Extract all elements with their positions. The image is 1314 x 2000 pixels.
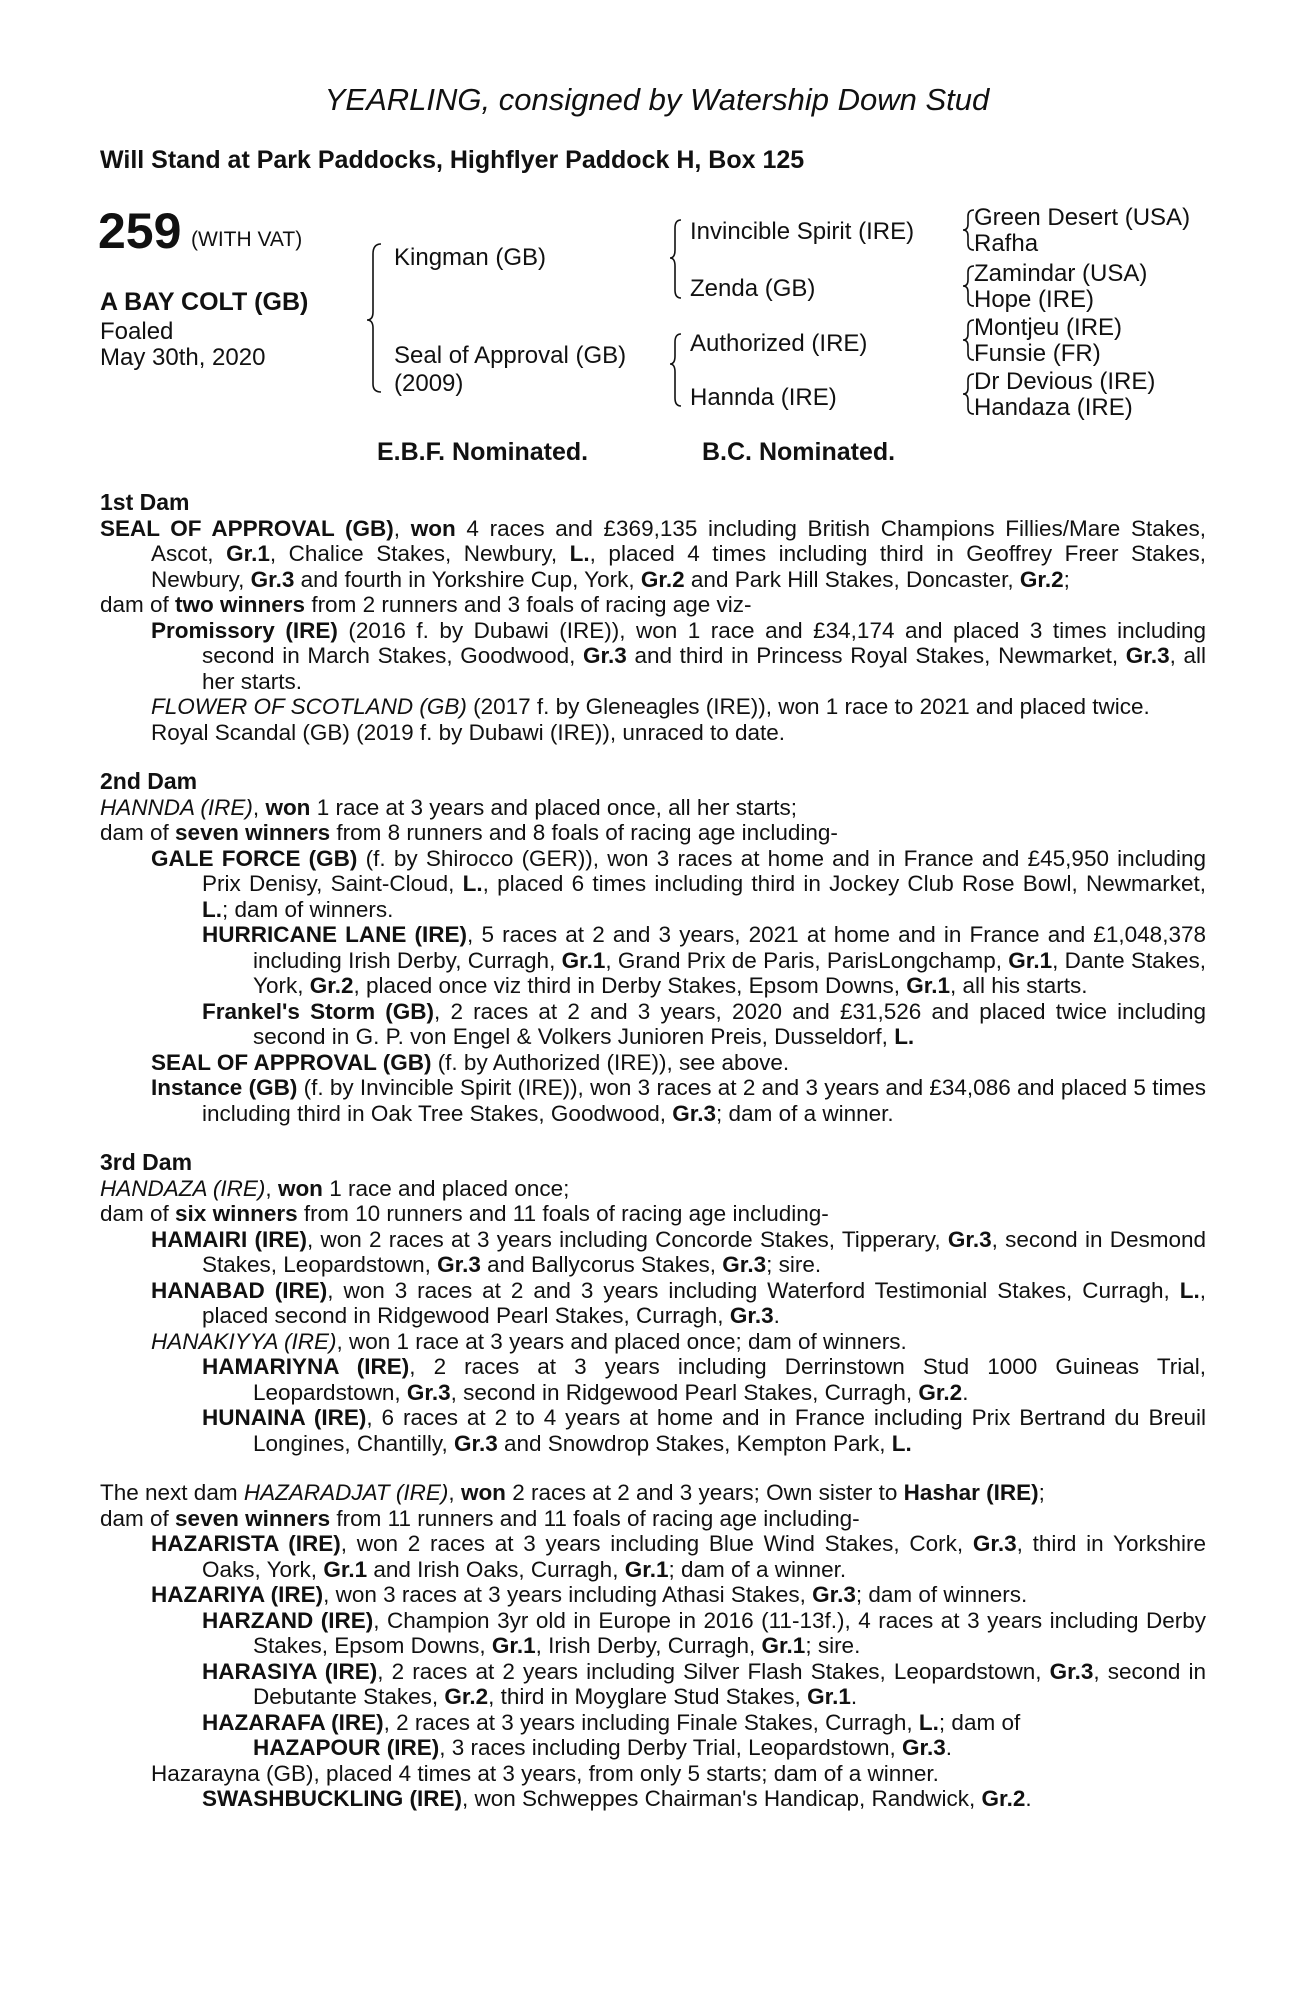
pedigree-dam-dam: Hannda (IRE) <box>690 384 837 411</box>
produce-entry: HAZAPOUR (IRE), 3 races including Derby Trial, Leopardstown, Gr.3. <box>253 1735 953 1760</box>
produce-entry: HANAKIYYA (IRE), won 1 race at 3 years and placed once; dam of winners. <box>151 1328 907 1354</box>
pedigree-g3-5: Montjeu (IRE) <box>974 314 1123 341</box>
consignor-heading: YEARLING, consigned by Watership Down Stud <box>324 82 990 117</box>
next-dam-entry: The next dam HAZARADJAT (IRE), won 2 races at 2 and 3 years; Own sister to Hashar (IRE); <box>100 1480 1045 1505</box>
foaled-date: May 30th, 2020 <box>100 344 266 371</box>
brace-gen2-top <box>670 220 681 298</box>
produce-entry: HAZARISTA (IRE), won 2 races at 3 years including Blue Wind Stakes, Cork, Gr.3, third in Yorkshire Oaks, York, Gr.1 and Irish Oaks, Curragh, Gr.1; dam of a winner. <box>151 1531 1206 1582</box>
pedigree-g3-6: Funsie (FR) <box>974 340 1101 367</box>
produce-entry: HAMARIYNA (IRE), 2 races at 3 years including Derrinstown Stud 1000 Guineas Trial, Leopardstown, Gr.3, second in Ridgewood Pearl Stakes, Curragh, Gr.2. <box>202 1354 1206 1405</box>
pedigree-dam-year: (2009) <box>394 370 464 397</box>
produce-entry: HARASIYA (IRE), 2 races at 2 years including Silver Flash Stakes, Leopardstown, Gr.3, second in Debutante Stakes, Gr.2, third in Moyglare Stud Stakes, Gr.1. <box>202 1658 1207 1709</box>
brace-gen1 <box>367 244 381 392</box>
produce-entry: HARZAND (IRE), Champion 3yr old in Europe in 2016 (11-13f.), 4 races at 3 years including Derby Stakes, Epsom Downs, Gr.1, Irish Derby, Curragh, Gr.1; sire. <box>202 1607 1206 1658</box>
produce-entry: Hazarayna (GB), placed 4 times at 3 years, from only 5 starts; dam of a winner. <box>151 1760 939 1786</box>
produce-entry: HANABAD (IRE), won 3 races at 2 and 3 years including Waterford Testimonial Stakes, Curragh, L., placed second in Ridgewood Pearl Stakes, Curragh, Gr.3. <box>151 1277 1206 1328</box>
brace-gen3-2 <box>963 266 974 306</box>
pedigree-g3-4: Hope (IRE) <box>974 286 1095 313</box>
produce-entry: HAZARAFA (IRE), 2 races at 3 years including Finale Stakes, Curragh, L.; dam of <box>202 1709 1021 1735</box>
pedigree-g3-8: Handaza (IRE) <box>974 394 1133 421</box>
foaled-label: Foaled <box>100 318 174 345</box>
pedigree-g3-3: Zamindar (USA) <box>974 260 1148 287</box>
produce-entry: Royal Scandal (GB) (2019 f. by Dubawi (IRE)), unraced to date. <box>151 719 786 745</box>
second-dam-entry: HANNDA (IRE), won 1 race at 3 years and placed once, all her starts; <box>100 794 797 820</box>
produce-entry: GALE FORCE (GB) (f. by Shirocco (GER)), won 3 races at home and in France and £45,950 including Prix Denisy, Saint-Cloud, L., placed 6 times including third in Jockey Club Rose Bowl, Newmarket, L.; dam of winners. <box>151 845 1206 922</box>
bc-nomination: B.C. Nominated. <box>702 438 896 466</box>
pedigree-g3-1: Green Desert (USA) <box>974 204 1191 231</box>
produce-entry: FLOWER OF SCOTLAND (GB) (2017 f. by Gleneagles (IRE)), won 1 race to 2021 and placed twice. <box>151 694 1150 719</box>
horse-name: A BAY COLT (GB) <box>100 288 309 316</box>
first-dam-heading: 1st Dam <box>100 489 190 515</box>
third-dam-heading: 3rd Dam <box>100 1149 193 1175</box>
vat-note: (WITH VAT) <box>191 228 303 251</box>
pedigree-dam: Seal of Approval (GB) <box>394 342 627 369</box>
pedigree-sire: Kingman (GB) <box>394 244 547 271</box>
third-dam-entry: HANDAZA (IRE), won 1 race and placed once; <box>100 1175 570 1201</box>
produce-entry: HAMAIRI (IRE), won 2 races at 3 years including Concorde Stakes, Tipperary, Gr.3, second in Desmond Stakes, Leopardstown, Gr.3 and Ballycorus Stakes, Gr.3; sire. <box>151 1226 1206 1277</box>
ebf-nomination: E.B.F. Nominated. <box>377 438 589 466</box>
produce-entry: Frankel's Storm (GB), 2 races at 2 and 3 years, 2020 and £31,526 and placed twice including second in G. P. von Engel & Volkers Junioren Preis, Dusseldorf, L. <box>202 998 1206 1049</box>
lot-number: 259 <box>98 203 182 259</box>
produce-entry: Promissory (IRE) (2016 f. by Dubawi (IRE)), won 1 race and £34,174 and placed 3 times including second in March Stakes, Goodwood, Gr.3 and third in Princess Royal Stakes, Newmarket, Gr.3, all her starts. <box>151 617 1207 694</box>
second-dam-heading: 2nd Dam <box>100 768 198 794</box>
third-dam-produce-summary: dam of six winners from 10 runners and 11 foals of racing age including- <box>100 1201 829 1226</box>
dam-line-text <box>100 490 1206 1812</box>
first-dam-name: SEAL OF APPROVAL (GB) <box>100 515 394 541</box>
next-dam-produce-summary: dam of seven winners from 11 runners and 11 foals of racing age including- <box>100 1505 860 1531</box>
produce-entry: HAZARIYA (IRE), won 3 races at 3 years including Athasi Stakes, Gr.3; dam of winners. <box>151 1582 1028 1607</box>
second-dam-produce-summary: dam of seven winners from 8 runners and 8 foals of racing age including- <box>100 820 838 845</box>
pedigree-sire-dam: Zenda (GB) <box>690 275 816 302</box>
pedigree-sire-sire: Invincible Spirit (IRE) <box>690 218 915 245</box>
first-dam-entry: SEAL OF APPROVAL (GB), won 4 races and £369,135 including British Champions Fillies/Mare Stakes, Ascot, Gr.1, Chalice Stakes, Newbury, L., placed 4 times including third in Geoffrey Freer Stakes, Newbury, Gr.3 and fourth in Yorkshire Cup, York, Gr.2 and Park Hill Stakes, Doncaster, Gr.2; <box>100 515 1206 592</box>
first-dam-produce-summary: dam of two winners from 2 runners and 3 foals of racing age viz- <box>100 592 752 617</box>
pedigree-g3-2: Rafha <box>974 230 1039 257</box>
brace-gen2-bottom <box>670 334 681 406</box>
produce-entry: SEAL OF APPROVAL (GB) (f. by Authorized (IRE)), see above. <box>151 1049 790 1075</box>
pedigree-g3-7: Dr Devious (IRE) <box>974 368 1156 395</box>
produce-entry: HUNAINA (IRE), 6 races at 2 to 4 years at home and in France including Prix Bertrand du Breuil Longines, Chantilly, Gr.3 and Snowdrop Stakes, Kempton Park, L. <box>202 1405 1207 1456</box>
brace-gen3-4 <box>963 374 974 414</box>
stabling-location: Will Stand at Park Paddocks, Highflyer Paddock H, Box 125 <box>100 146 805 174</box>
produce-entry: Instance (GB) (f. by Invincible Spirit (IRE)), won 3 races at 2 and 3 years and £34,086 and placed 5 times including third in Oak Tree Stakes, Goodwood, Gr.3; dam of a winner. <box>151 1075 1206 1126</box>
brace-gen3-3 <box>963 320 974 360</box>
produce-entry: HURRICANE LANE (IRE), 5 races at 2 and 3 years, 2021 at home and in France and £1,048,378 including Irish Derby, Curragh, Gr.1, Grand Prix de Paris, ParisLongchamp, Gr.1, Dante Stakes, York, Gr.2, placed once viz third in Derby Stakes, Epsom Downs, Gr.1, all his starts. <box>202 922 1206 998</box>
pedigree-dam-sire: Authorized (IRE) <box>690 330 868 357</box>
produce-entry: SWASHBUCKLING (IRE), won Schweppes Chairman's Handicap, Randwick, Gr.2. <box>202 1786 1032 1811</box>
brace-gen3-1 <box>963 210 974 250</box>
